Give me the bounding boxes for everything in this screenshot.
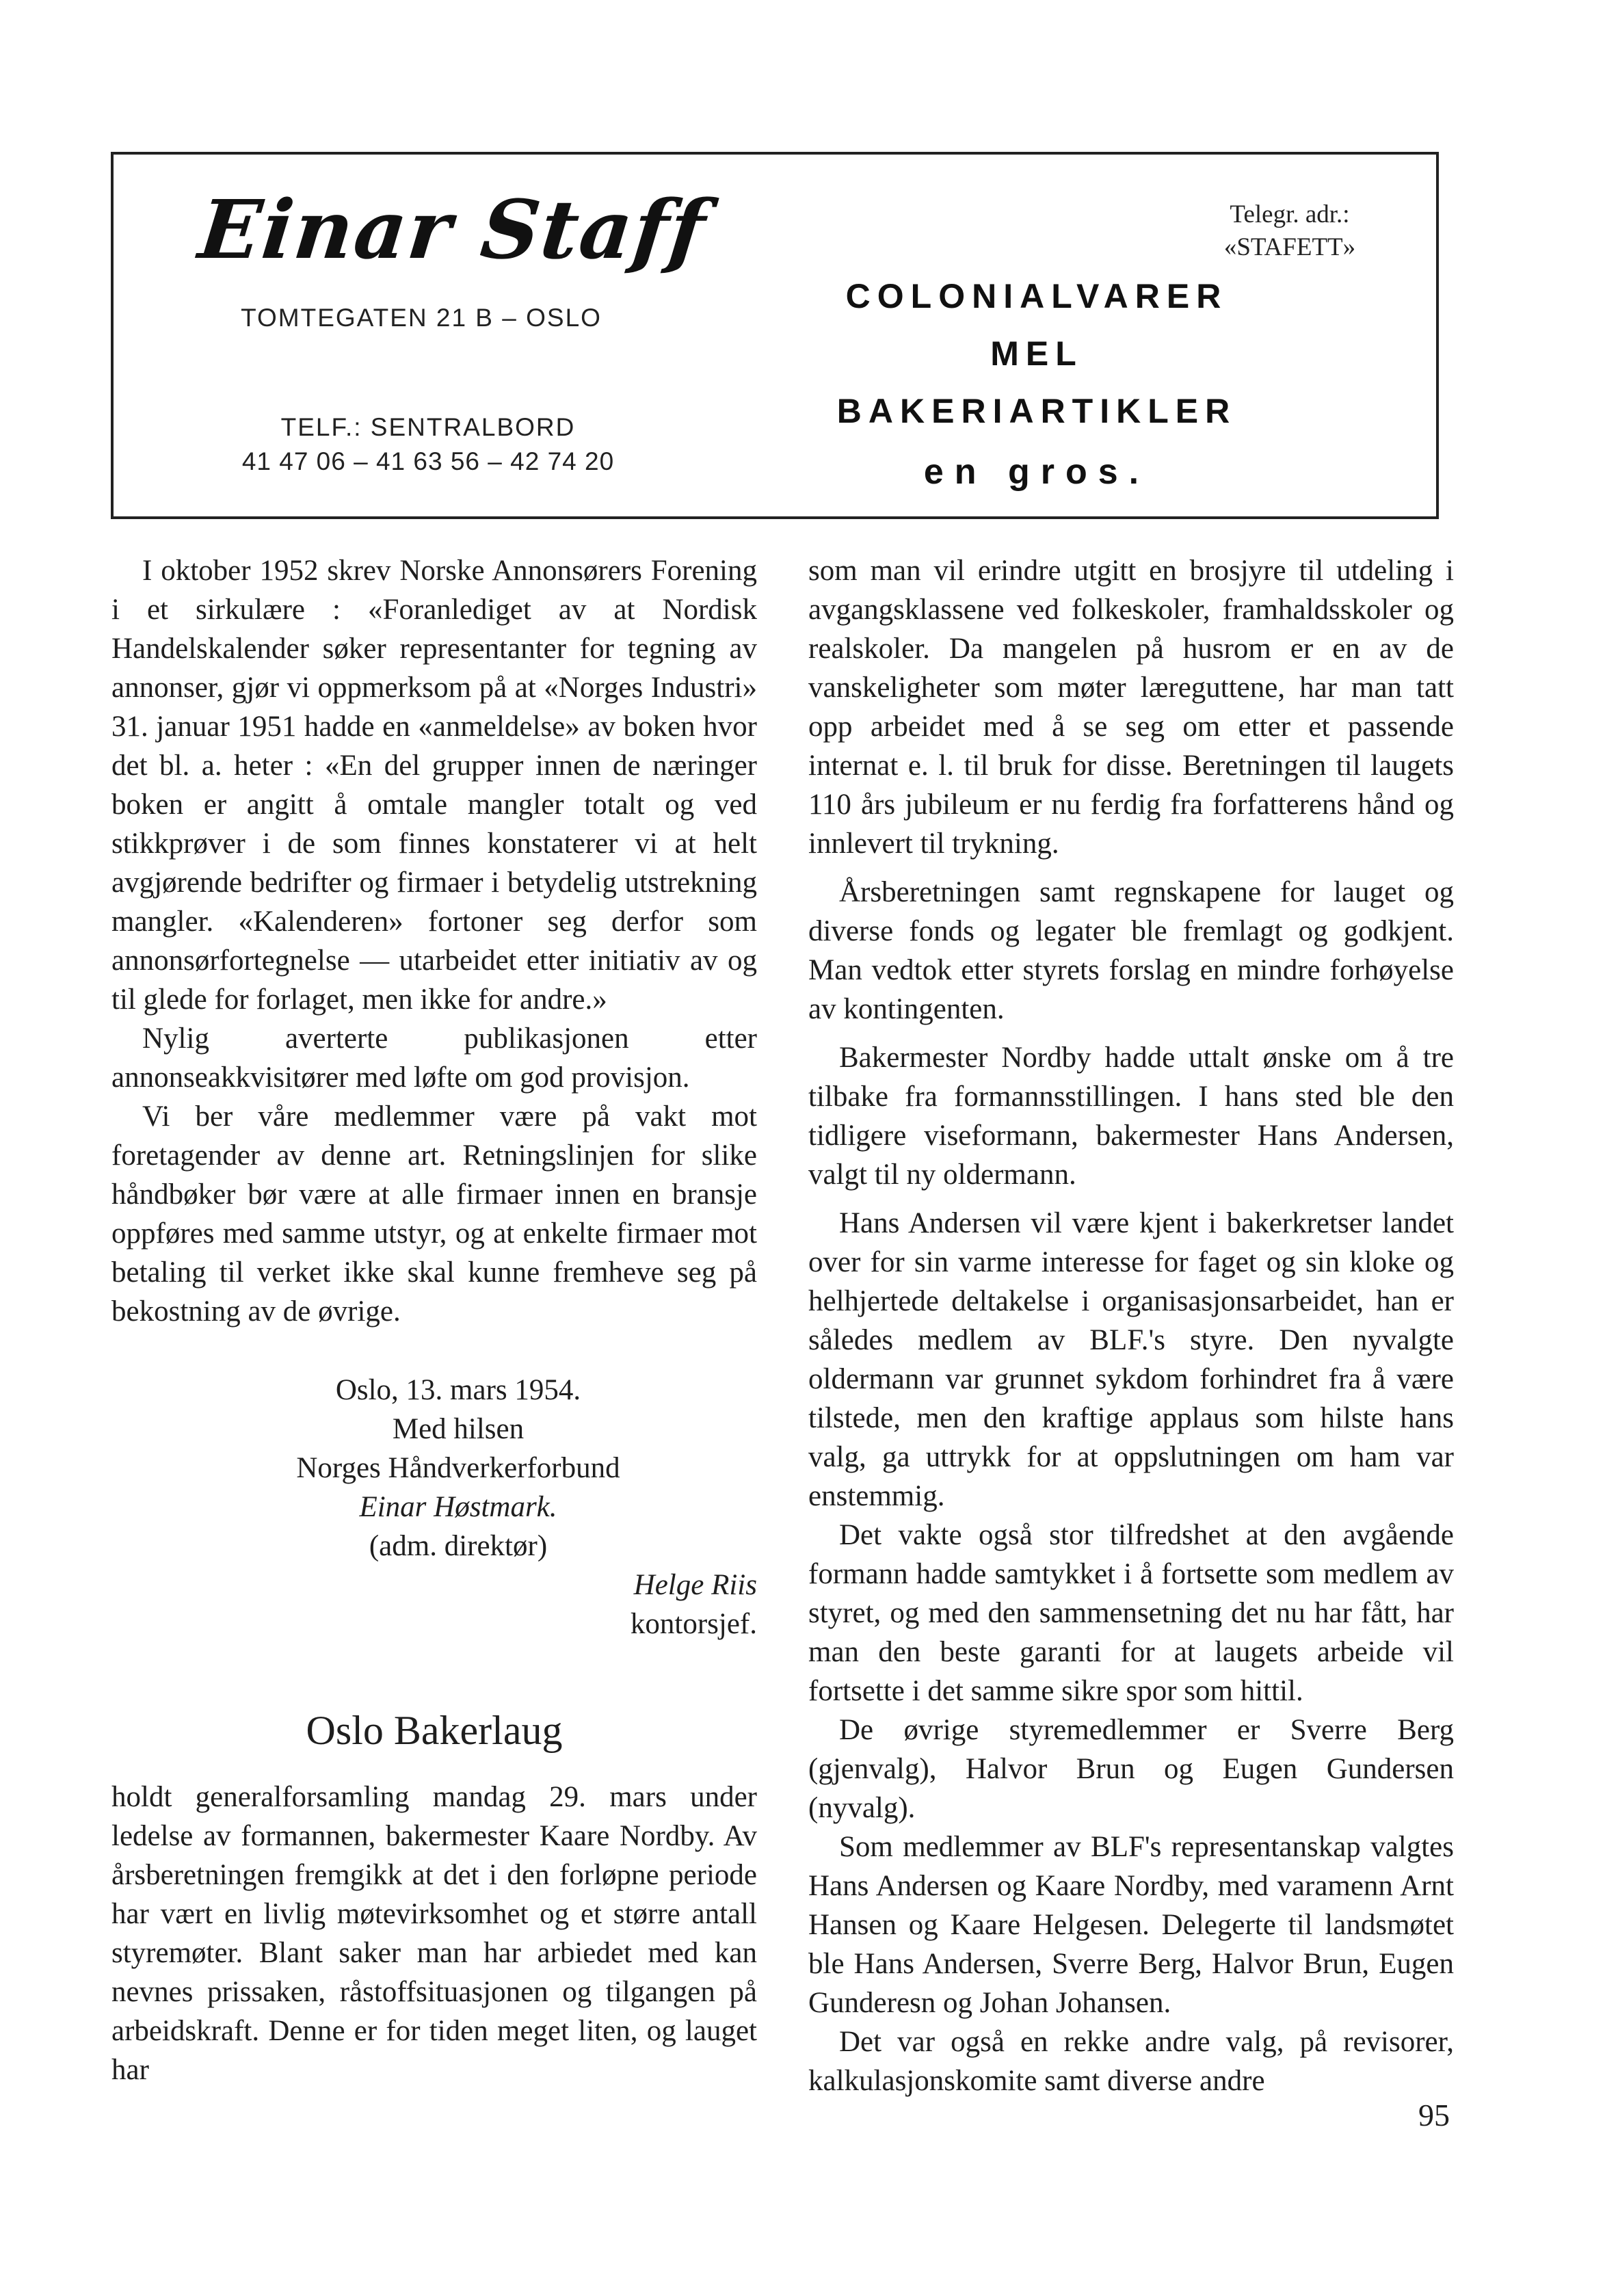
- right-column: [808, 551, 1454, 2100]
- ad-phone-numbers: 41 47 06 – 41 63 56 – 42 74 20: [241, 447, 615, 475]
- paragraph: Vi ber våre medlemmer være på vakt mot foretagender av denne art. Retningslinjen for slike håndbøker bør være at alle firmaer innen en bransje oppføres med samme utstyr, og at enkelte firmaer mot betaling til verket ikke skal kunne fremheve seg på bekostning av de øvrige.: [111, 1100, 757, 1328]
- riis-title: kontorsjef.: [630, 1608, 757, 1640]
- paragraph: De øvrige styremedlemmer er Sverre Berg (gjenvalg), Halvor Brun og Eugen Gundersen (nyvalg).: [808, 1714, 1454, 1824]
- sign-title: (adm. direktør): [369, 1530, 548, 1562]
- sign-greeting: Med hilsen: [392, 1413, 525, 1445]
- paragraph: I oktober 1952 skrev Norske Annonsørers Forening i et sirkulære : «Foranlediget av at Nordisk Handelskalender søker representanter for tegning av annonser, gjør vi oppmerksom på at «Norges Industri» 31. januar 1951 hadde en «anmeldelse» av boken hvor det bl. a. heter : «En del grupper innen de næringer boken er angitt å omtale mangler totalt og ved stikkprøver i de som finnes konstaterer vi at helt avgjørende bedrifter og firmaer i betydelig utstrekning mangler. «Kalenderen» fortoner seg derfor som annonsørfortegnelse — utarbeidet etter initiativ av og til glede for forlaget, men ikke for andre.»: [111, 555, 757, 1016]
- ad-goods-line: BAKERIARTIKLER: [836, 392, 1237, 430]
- ad-telf-label: TELF.: SENTRALBORD: [280, 413, 576, 441]
- ad-goods-line: COLONIALVARER: [845, 277, 1228, 315]
- paragraph: Bakermester Nordby hadde uttalt ønske om å tre tilbake fra formannsstillingen. I hans sted ble den tidligere viseformann, bakermester Hans Andersen, valgt til ny oldermann.: [808, 1042, 1454, 1191]
- paragraph: som man vil erindre utgitt en brosjyre til utdeling i avgangsklassene ved folkeskoler, framhaldsskoler og realskoler. Da mangelen på husrom er en av de vanskeligheter som møter læreguttene, har man tatt opp arbeidet med å se seg om etter et passende internat e. l. til bruk for disse. Beretningen til laugets 110 års jubileum er nu ferdig fra forfatterens hånd og innlevert til trykning.: [808, 555, 1454, 860]
- ad-telegram-label: Telegr. adr.:: [1230, 200, 1350, 228]
- paragraph: Hans Andersen vil være kjent i bakerkretser landet over for sin varme interesse for faget og sin kloke og helhjertede deltakelse i organisasjonsarbeidet, han er således medlem av BLF.'s styre. Den nyvalgte oldermann var grunnet sykdom forhindret fra å være tilstede, men den kraftige applaus som hilste hans valg, ga uttrykk for at oppslutningen om ham var enstemmig.: [808, 1207, 1454, 1512]
- section-heading: Oslo Bakerlaug: [306, 1708, 563, 1753]
- paragraph: Årsberetningen samt regnskapene for lauget og diverse fonds og legater ble fremlagt og godkjent. Man vedtok etter styrets forslag en mindre forhøyelse av kontingenten.: [808, 876, 1454, 1025]
- second-signature: [111, 1566, 757, 1644]
- ad-telegram-address: [1153, 198, 1427, 264]
- advertisement-box: [111, 152, 1439, 519]
- paragraph: Som medlemmer av BLF's representanskap valgtes Hans Andersen og Kaare Nordby, med varamenn Arnt Hansen og Kaare Helgesen. Delegerte til landsmøtet ble Hans Andersen, Sverre Berg, Halvor Brun, Eugen Gunderesn og Johan Johansen.: [808, 1831, 1454, 2019]
- paragraph: Nylig averterte publikasjonen etter annonseakkvisitører med løfte om god provisjon.: [111, 1022, 757, 1094]
- ad-telegram-value: «STAFETT»: [1223, 233, 1356, 261]
- riis-name: Helge Riis: [633, 1569, 757, 1601]
- ad-address: TOMTEGATEN 21 B – OSLO: [241, 304, 602, 332]
- sign-name: Einar Høstmark.: [359, 1491, 557, 1523]
- sign-organization: Norges Håndverkerforbund: [296, 1452, 620, 1484]
- ad-signature-logo: Einar Staff: [194, 182, 711, 277]
- page-number: 95: [1418, 2098, 1450, 2133]
- ad-en-gros: en gros.: [923, 452, 1150, 492]
- sign-place-date: Oslo, 13. mars 1954.: [335, 1374, 581, 1406]
- ad-goods-line: MEL: [990, 334, 1083, 373]
- signature-block: [159, 1371, 757, 1566]
- paragraph: holdt generalforsamling mandag 29. mars under ledelse av formannen, bakermester Kaare Nordby. Av årsberetningen fremgikk at det i den forløpne periode har vært en livlig møtevirksomhet og et større antall styremøter. Blant saker man har arbiedet med kan nevnes prissaken, råstoffsituasjonen og tilgangen på arbeidskraft. Denne er for tiden meget liten, og lauget har: [111, 1781, 757, 2086]
- paragraph: Det vakte også stor tilfredshet at den avgående formann hadde samtykket i å fortsette som medlem av styret, og med den sammensetning det nu har fått, har man den beste garanti for at laugets arbeide vil fortsette i det samme sikre spor som hittil.: [808, 1519, 1454, 1707]
- left-column: [111, 551, 757, 2089]
- paragraph: Det var også en rekke andre valg, på revisorer, kalkulasjonskomite samt diverse andre: [808, 2026, 1454, 2097]
